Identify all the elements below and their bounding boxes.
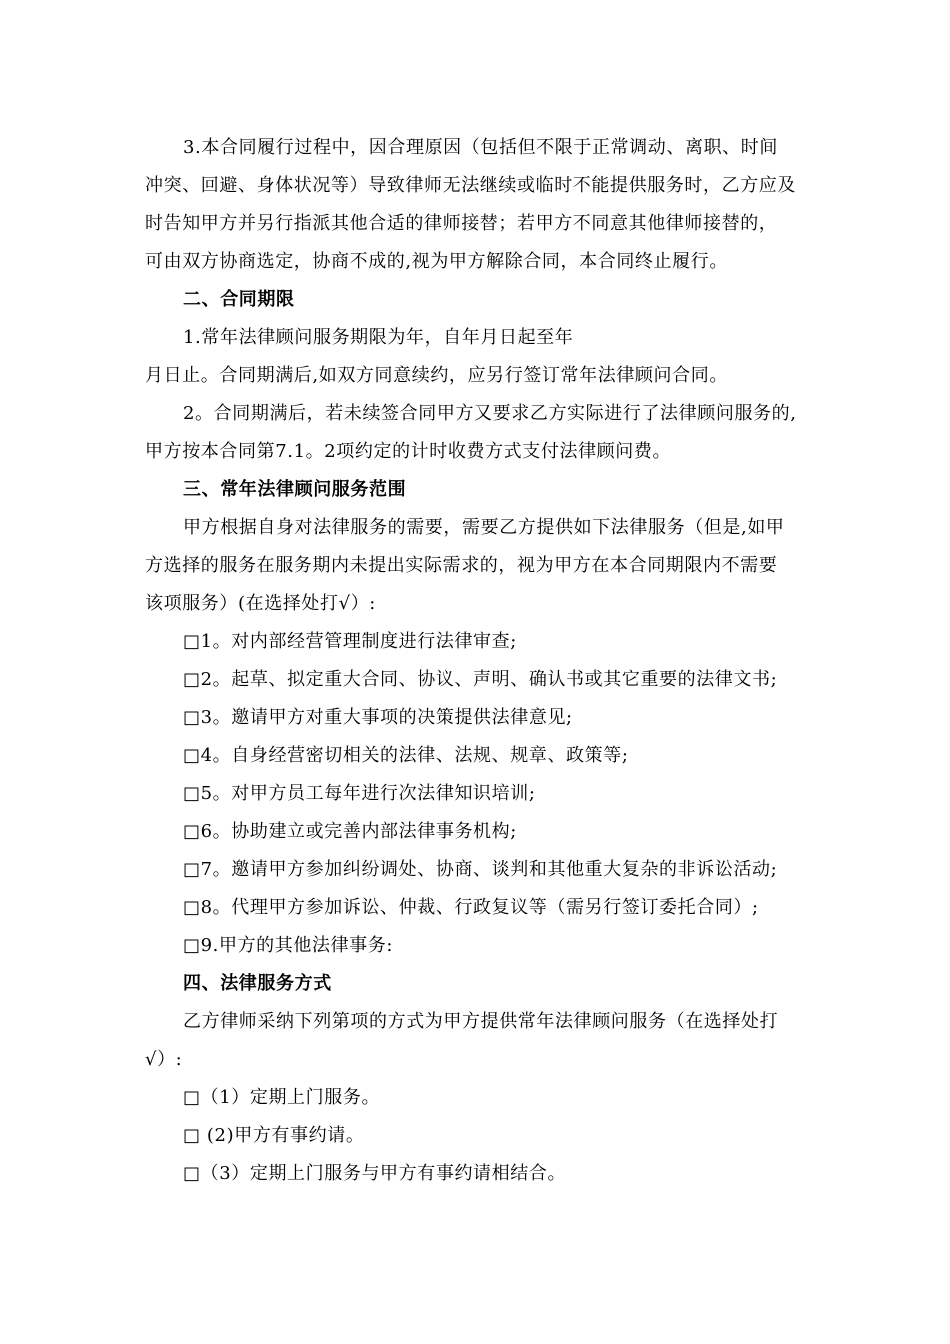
s3-option-8: □8。代理甲方参加诉讼、仲裁、行政复议等（需另行签订委托合同）; (183, 897, 759, 918)
s4-intro-line2: √）: (145, 1049, 183, 1070)
s4-option-3: □（3）定期上门服务与甲方有事约请相结合。 (183, 1163, 567, 1184)
s2-item2-line2: 甲方按本合同第7.1。2项约定的计时收费方式支付法律顾问费。 (145, 441, 672, 462)
section4-heading: 四、法律服务方式 (183, 973, 332, 994)
s2-item1-line2: 月日止。合同期满后,如双方同意续约，应另行签订常年法律顾问合同。 (145, 365, 728, 386)
clause3-line4: 可由双方协商选定，协商不成的,视为甲方解除合同，本合同终止履行。 (145, 251, 728, 272)
s3-option-9: □9.甲方的其他法律事务: (183, 935, 394, 956)
s4-option-2: □ (2)甲方有事约请。 (183, 1125, 365, 1146)
s3-option-5: □5。对甲方员工每年进行次法律知识培训; (183, 783, 536, 804)
section3-heading: 三、常年法律顾问服务范围 (183, 479, 407, 500)
s3-intro-line3: 该项服务）(在选择处打√）: (145, 593, 376, 614)
s3-intro-line2: 方选择的服务在服务期内未提出实际需求的，视为甲方在本合同期限内不需要 (145, 555, 778, 576)
clause3-line2: 冲突、回避、身体状况等）导致律师无法继续或临时不能提供服务时，乙方应及 (145, 175, 796, 196)
s3-option-1: □1。对内部经营管理制度进行法律审查; (183, 631, 517, 652)
s3-option-7: □7。邀请甲方参加纠纷调处、协商、谈判和其他重大复杂的非诉讼活动; (183, 859, 778, 880)
s3-option-3: □3。邀请甲方对重大事项的决策提供法律意见; (183, 707, 573, 728)
clause3-line3: 时告知甲方并另行指派其他合适的律师接替；若甲方不同意其他律师接替的， (145, 213, 778, 234)
section2-heading: 二、合同期限 (183, 289, 295, 310)
s2-item1-line1: 1.常年法律顾问服务期限为年，自年月日起至年 (183, 327, 574, 348)
s2-item2-line1: 2。合同期满后，若未续签合同甲方又要求乙方实际进行了法律顾问服务的, (183, 403, 797, 424)
s3-intro-line1: 甲方根据自身对法律服务的需要，需要乙方提供如下法律服务（但是,如甲 (183, 517, 785, 538)
clause3-line1: 3.本合同履行过程中，因合理原因（包括但不限于正常调动、离职、时间 (183, 137, 778, 158)
s3-option-6: □6。协助建立或完善内部法律事务机构; (183, 821, 517, 842)
s4-intro-line1: 乙方律师采纳下列第项的方式为甲方提供常年法律顾问服务（在选择处打 (183, 1011, 779, 1032)
s3-option-4: □4。自身经营密切相关的法律、法规、规章、政策等; (183, 745, 629, 766)
s4-option-1: □（1）定期上门服务。 (183, 1087, 381, 1108)
s3-option-2: □2。起草、拟定重大合同、协议、声明、确认书或其它重要的法律文书; (183, 669, 778, 690)
